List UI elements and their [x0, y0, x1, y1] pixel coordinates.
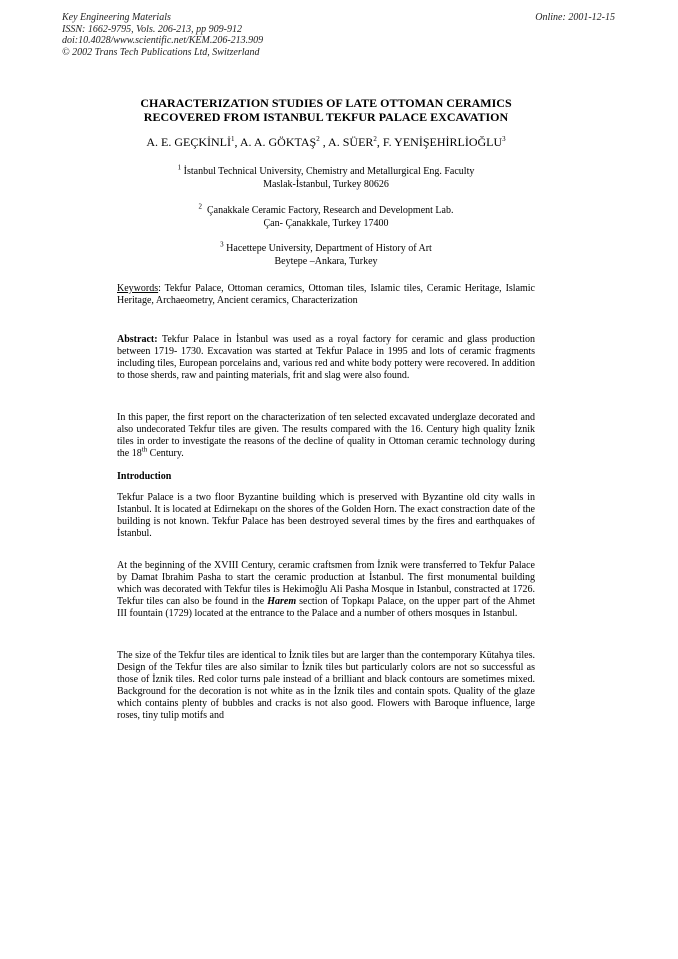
author-2: , A. A. GÖKTAŞ — [234, 135, 317, 149]
journal-name: Key Engineering Materials — [62, 12, 171, 23]
abstract-label: Abstract: — [117, 334, 158, 345]
paragraph-2-text-2: Century. — [147, 448, 184, 460]
author-list — [100, 135, 552, 149]
issn-line: ISSN: 1662-9795, Vols. 206-213, pp 909-912 — [62, 23, 242, 35]
affiliation-3 — [117, 240, 535, 268]
abstract-text: Tekfur Palace in İstanbul was used as a royal factory for ceramic and glass production between 1719- 1730. Excavation was started at Tekfur Palace in 1995 and lots of ceramic fragments including tiles, European porcelains and, various red and white body pottery were recovered. In addition to those sherds, raw and painting materials, frit and slag were also found. — [117, 334, 535, 382]
keywords-paragraph — [117, 283, 535, 307]
paragraph-4-text-1: At the beginning of the XVIII Century, ceramic craftsmen from İznik were transferred to Tekfur Palace by Damat Ibrahim Pasha to start the ceramic production at İstanbul. The first monumental building which was decorated with Tekfur tiles is Hekimoğlu Ali Pasha Mosque in Istanbul, constracted at 1726. Tekfur tiles can also be found in the — [117, 560, 535, 608]
affiliation-2-mark: 2 — [198, 202, 202, 211]
affiliation-1-line-1: İstanbul Technical University, Chemistry and Metallurgical Eng. Faculty — [183, 166, 475, 177]
journal-header — [62, 12, 263, 58]
abstract-paragraph — [117, 334, 535, 382]
affiliation-1 — [117, 163, 535, 191]
paragraph-3: Tekfur Palace is a two floor Byzantine building which is preserved with Byzantine old city walls in Istanbul. It is located at Edirnekapı on the shores of the Golden Horn. The exact constraction date of the building is not known. Tekfur Palace has been destroyed several times by the fires and earthquakes of İstanbul. — [117, 492, 535, 540]
author-4: , F. YENİŞEHİRLİOĞLU — [376, 135, 503, 149]
affiliation-2-line-2: Çan- Çanakkale, Turkey 17400 — [263, 217, 389, 229]
paragraph-2 — [117, 412, 535, 460]
paragraph-5: The size of the Tekfur tiles are identical to İznik tiles but are larger than the contemporary Kütahya tiles. Design of the Tekfur tiles are also similar to İznik tiles but particularly colors are not so successful as those of İznik tiles. Red color turns pale instead of a brilliant and black contours are sometimes mixed. Background for the decoration is not white as in the İznik tiles and contain spots. Quality of the glaze which contains plenty of bubbles and cracks is not also good. Flowers with Baroque influence, large roses, tiny tulip motifs and — [117, 650, 535, 722]
title-line-1: CHARACTERIZATION STUDIES OF LATE OTTOMAN CERAMICS — [140, 96, 512, 110]
affiliation-3-line-2: Beytepe –Ankara, Turkey — [274, 255, 378, 267]
paragraph-4-text-2: section of Topkapı Palace, on the upper part of the Ahmet III fountain (1729) located at the entrance to the Palace and a number of others mosques in Istanbul. — [117, 596, 535, 620]
affiliation-2 — [117, 202, 535, 230]
affiliation-3-mark: 3 — [220, 240, 224, 249]
author-3-affil: 2 — [373, 135, 377, 143]
online-date: Online: 2001-12-15 — [535, 12, 615, 23]
paragraph-4 — [117, 560, 535, 620]
paragraph-2-text-1: In this paper, the first report on the characterization of ten selected excavated underglaze decorated and also undecorated Tekfur tiles are given. The results compared with the 16. Century high quality İznik tiles in order to investigate the reasons of the decline of quality in Ottoman ceramic technology during the 18 — [117, 412, 535, 460]
author-4-affil: 3 — [502, 135, 506, 143]
paper-title — [117, 96, 535, 124]
author-2-affil: 2 — [316, 135, 320, 143]
paragraph-2-sup: th — [141, 445, 148, 454]
affiliation-2-line-1: Çanakkale Ceramic Factory, Research and Development Lab. — [207, 205, 454, 216]
keywords-text: : Tekfur Palace, Ottoman ceramics, Ottoman tiles, Islamic tiles, Ceramic Heritage, Islamic Heritage, Archaeometry, Ancient ceramics, Characterization — [117, 283, 535, 307]
harem-term: Harem — [267, 596, 297, 608]
author-1-affil: 1 — [231, 135, 235, 143]
copyright-line: © 2002 Trans Tech Publications Ltd, Switzerland — [62, 46, 260, 58]
keywords-label: Keywords — [117, 283, 159, 294]
author-1: A. E. GEÇKİNLİ — [146, 135, 231, 149]
introduction-heading: Introduction — [117, 471, 172, 482]
doi-line: doi:10.4028/www.scientific.net/KEM.206-213.909 — [62, 35, 264, 46]
author-3: , A. SÜER — [319, 135, 374, 149]
title-line-2: RECOVERED FROM ISTANBUL TEKFUR PALACE EXCAVATION — [143, 110, 509, 124]
affiliation-3-line-1: Hacettepe University, Department of History of Art — [226, 243, 432, 254]
affiliation-1-mark: 1 — [177, 163, 182, 172]
affiliation-1-line-2: Maslak-İstanbul, Turkey 80626 — [263, 178, 389, 190]
